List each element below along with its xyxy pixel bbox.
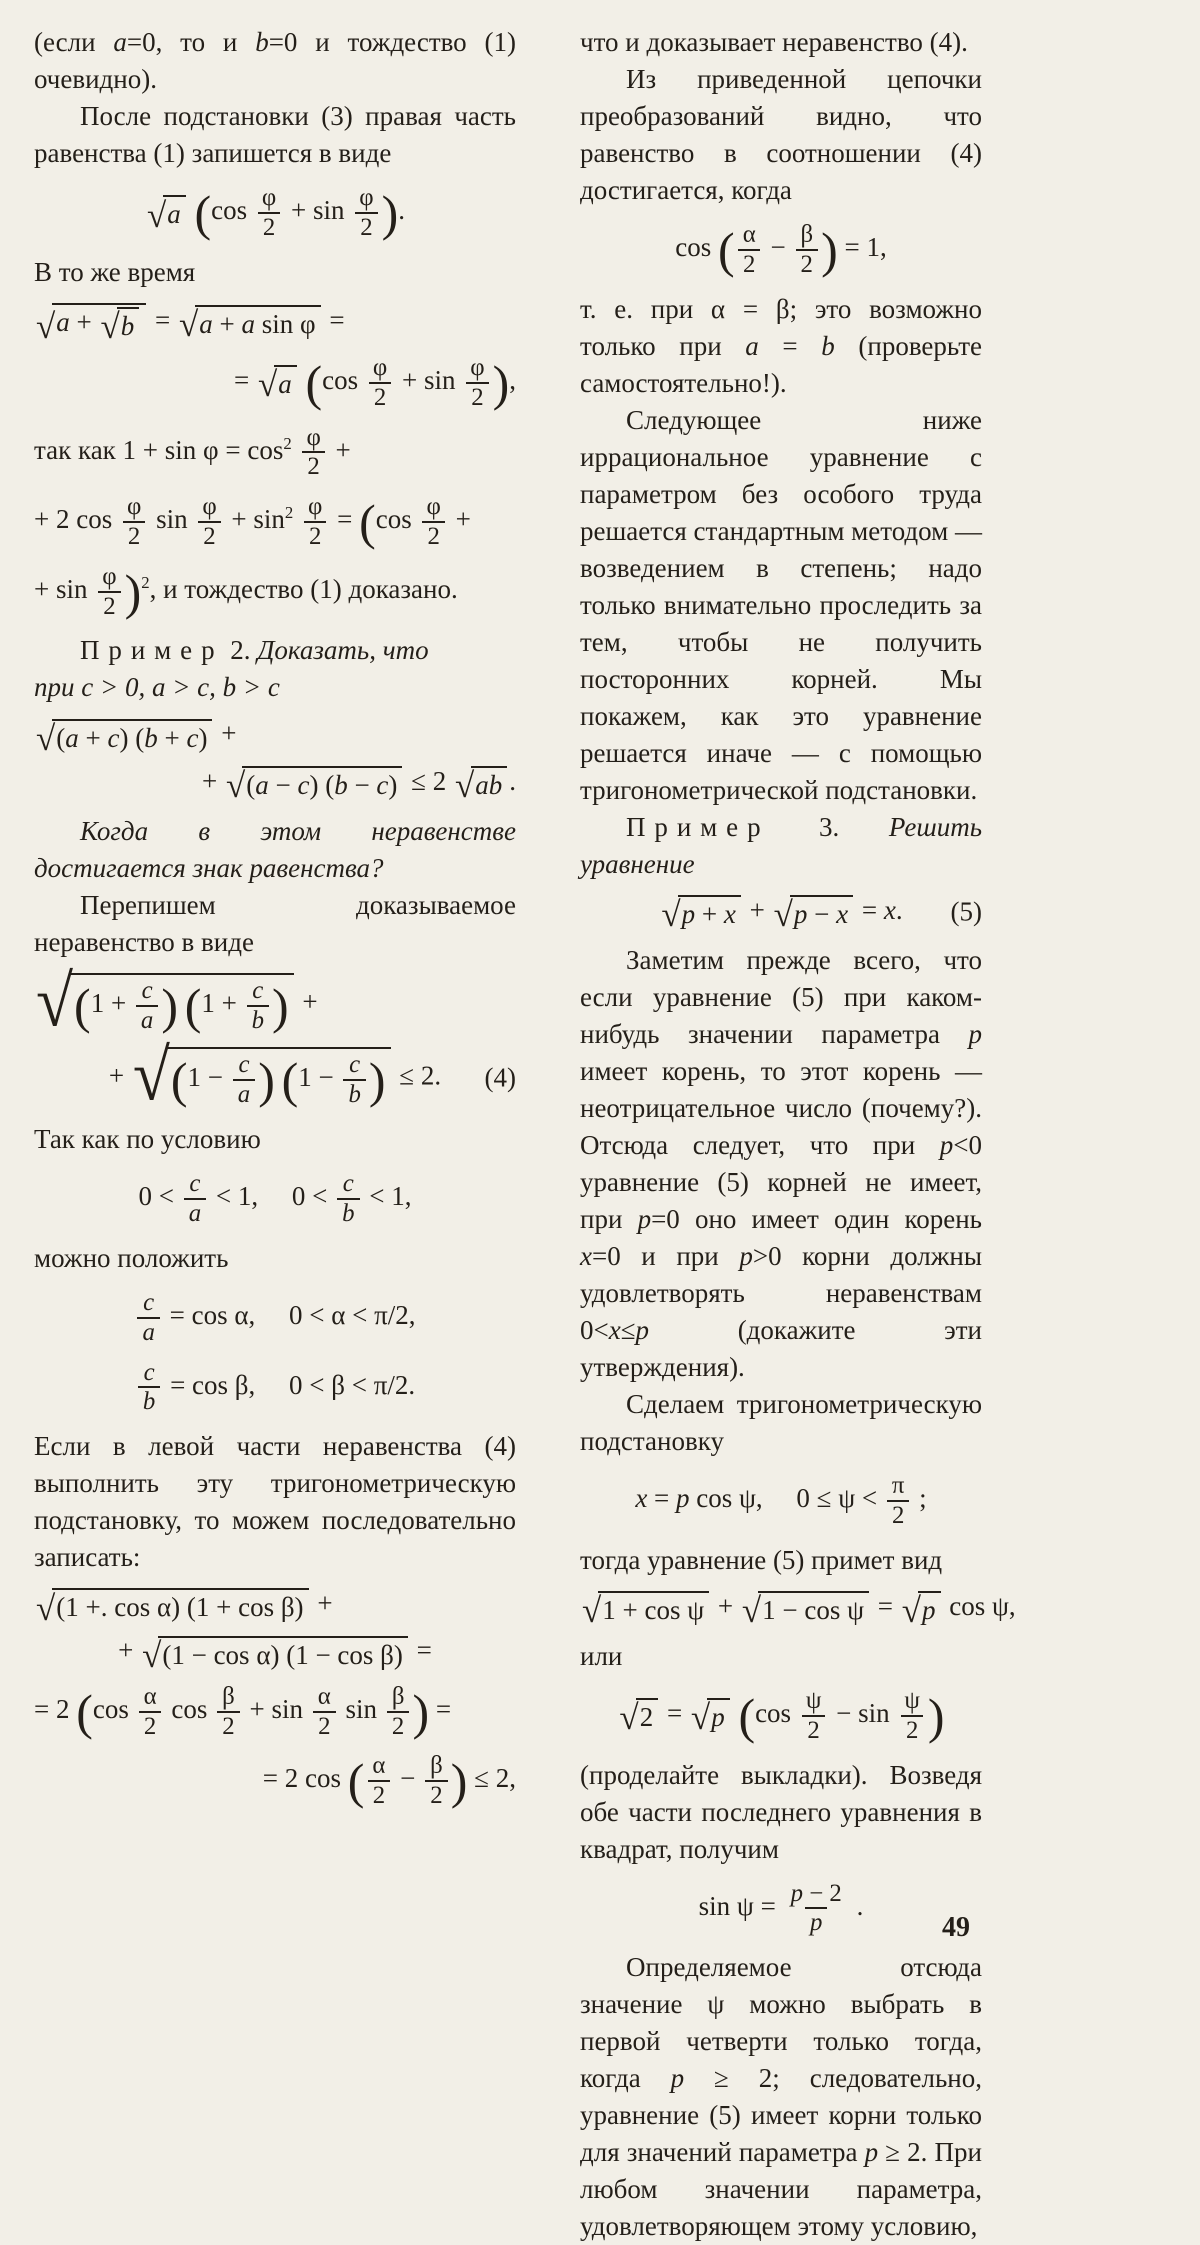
big-paren: ( xyxy=(74,977,91,1034)
sqrt-radical: √ p − x xyxy=(774,895,853,930)
radical-sign-glyph: √ xyxy=(258,365,278,405)
math-line: = √ a (cos $\frac{\varphi}{2}$ + sin $\frac{\varphi}{2}$ ), xyxy=(234,353,516,411)
sqrt-radical: √ a + √ b xyxy=(36,303,146,342)
radical-sign-glyph: √ xyxy=(36,718,56,758)
paragraph: Сделаем тригонометрическую подстановку xyxy=(580,1388,982,1456)
page-number: 49 xyxy=(942,1912,970,1943)
sqrt-radical: √ (a − c) (b − c) xyxy=(226,766,402,801)
big-paren: ) xyxy=(381,184,399,241)
paragraph: Пример 3. Решить уравнение xyxy=(580,811,982,879)
fraction: $\frac{\psi}{2}$ xyxy=(801,1687,827,1745)
fraction: $\frac{\varphi}{2}$ xyxy=(354,184,378,242)
paragraph: или xyxy=(580,1640,623,1671)
radical-sign-glyph: √ xyxy=(225,766,246,806)
formula-block xyxy=(34,718,516,806)
fraction: $\frac{\varphi}{2}$ xyxy=(257,184,281,242)
fraction: $\frac{c}{b}$ xyxy=(337,1170,359,1228)
paragraph: Перепишем доказываемое неравенство в виде xyxy=(34,890,516,958)
superscript: 2 xyxy=(284,503,294,523)
sqrt-radical: √ p xyxy=(902,1591,941,1626)
formula-block xyxy=(580,1590,1016,1631)
sqrt-radical: √ a xyxy=(147,195,186,230)
big-paren: ( xyxy=(76,1683,93,1740)
big-paren: ) xyxy=(161,977,178,1034)
math-line: √ p + x + √ p − x = x. (5) xyxy=(661,894,982,935)
big-paren: ) xyxy=(258,1051,275,1108)
left-column xyxy=(34,24,516,1822)
math-line: √ a + √ b = √ a + a sin φ = xyxy=(36,304,345,347)
fraction: $\frac{\alpha}{2}$ xyxy=(139,1683,162,1741)
paragraph: Следующее ниже иррациональное уравнение с параметром без особого труда решается стандартным методом — возведением в степень; надо только внимательно проследить за тем, чтобы не получить посторонних корней. Мы покажем, как это уравнение решается иначе — с помощью тригонометрической подстановки. xyxy=(580,404,982,805)
big-paren: ( xyxy=(170,1051,188,1108)
formula-block xyxy=(580,894,982,935)
sqrt-radical: √ p xyxy=(691,1698,730,1733)
fraction: $\frac{\varphi}{2}$ xyxy=(422,493,446,551)
big-paren: ) xyxy=(821,221,838,278)
math-line: + √ (1 − $\frac{c}{a}$ ) (1 − $\frac{c}{b}$ ) ≤ 2. (4) xyxy=(108,1034,516,1116)
radical-sign-glyph: √ xyxy=(741,1591,762,1631)
equation-number: (4) xyxy=(484,1062,516,1093)
paragraph: (проделайте выкладки). Возведя обе части последнего уравнения в квадрат, получим xyxy=(580,1759,982,1864)
math-line: √ (1 + $\frac{c}{a}$ ) (1 + $\frac{c}{b}$ ) + xyxy=(36,960,318,1042)
radical-sign-glyph: √ xyxy=(142,1635,162,1675)
big-paren: ( xyxy=(359,494,376,550)
fraction: $\frac{\varphi}{2}$ xyxy=(122,493,146,551)
formula-block xyxy=(34,424,516,621)
radical-sign-glyph: √ xyxy=(901,1591,922,1631)
fraction: $\frac{\varphi}{2}$ xyxy=(303,493,327,551)
fraction: $\frac{c}{b}$ xyxy=(138,1359,160,1417)
fraction: $\frac{\pi}{2}$ xyxy=(887,1472,910,1530)
fraction: $\frac{\varphi}{2}$ xyxy=(97,563,121,621)
radical-sign-glyph: √ xyxy=(36,307,56,347)
paragraph: Так как по условию xyxy=(34,1124,261,1155)
formula-block xyxy=(580,221,982,279)
math-line: + √ (1 − cos α) (1 − cos β) = xyxy=(118,1635,432,1675)
paragraph: тогда уравнение (5) примет вид xyxy=(580,1544,943,1575)
formula-block xyxy=(580,1687,982,1745)
formula-block xyxy=(34,1289,516,1416)
paragraph: Из приведенной цепочки преобразований видно, что равенство в соотношении (4) достигается, когда xyxy=(580,64,982,205)
equation-number: (5) xyxy=(950,896,982,927)
fraction: $\frac{c}{a}$ xyxy=(137,1289,159,1347)
math-line: + √ (a − c) (b − c) ≤ 2 √ ab . xyxy=(201,765,516,806)
big-paren: ( xyxy=(184,977,202,1034)
paragraph: Заметим прежде всего, что если уравнение (5) при каком-нибудь значении параметра p имеет корень, то этот корень — неотрицательное число (почему?). Отсюда следует, что при p<0 уравнение (5) корней не имеет, при p=0 оно имеет один корень x=0 и при p>0 корни должны удовлетворять неравенствам 0<x≤p (докажите эти утверждения). xyxy=(580,944,982,1382)
math-line: √ 2 = √ p (cos $\frac{\psi}{2}$ − sin $\frac{\psi}{2}$ ) xyxy=(619,1686,945,1744)
fraction: $\frac{c}{b}$ xyxy=(343,1051,365,1109)
fraction: $\frac{\varphi}{2}$ xyxy=(465,354,489,412)
math-line: $\frac{c}{a}$ = cos α, 0 < α < π/2, xyxy=(34,1289,516,1347)
formula-block xyxy=(34,1588,516,1810)
formula-block xyxy=(580,1472,982,1530)
fraction: $\frac{\alpha}{2}$ xyxy=(738,221,761,279)
fraction: $\frac{c}{a}$ xyxy=(233,1051,255,1109)
math-line: = 2 cos ( $\frac{\alpha}{2}$ − $\frac{\beta}{2}$ ) ≤ 2, xyxy=(262,1752,516,1810)
big-paren: ) xyxy=(492,354,510,411)
paragraph: что и доказывает неравенство (4). xyxy=(580,27,968,57)
fraction: $\frac{\varphi}{2}$ xyxy=(368,354,392,412)
sqrt-radical: √ (1 − $\frac{c}{a}$ ) (1 − $\frac{c}{b}$ ) xyxy=(133,1047,391,1109)
sqrt-radical: √ a + a sin φ xyxy=(179,305,321,340)
math-line: sin ψ = $\frac{p - 2}{p}$ . xyxy=(698,1879,864,1937)
radical-sign-glyph: √ xyxy=(690,1698,711,1738)
math-line: так как $1 + \sin \varphi = \cos^2$ $\frac{\varphi}{2}$ + xyxy=(34,423,351,481)
fraction: $\frac{c}{a}$ xyxy=(184,1170,206,1228)
big-paren: ( xyxy=(738,1687,756,1744)
right-column xyxy=(580,24,1016,2245)
big-paren: ) xyxy=(368,1051,386,1108)
sqrt-radical: √ a xyxy=(258,365,297,400)
fraction: $\frac{\varphi}{2}$ xyxy=(197,493,221,551)
superscript: 2 xyxy=(283,433,292,453)
paragraph: После подстановки (3) правая часть равенства (1) запишется в виде xyxy=(34,101,516,168)
superscript: 2 xyxy=(141,572,150,592)
paragraph: можно положить xyxy=(34,1242,229,1273)
fraction: $\frac{\alpha}{2}$ xyxy=(367,1752,390,1810)
radical-sign-glyph: √ xyxy=(147,195,167,235)
math-line: √ 1 + cos ψ + √ 1 − cos ψ = √ p cos ψ, xyxy=(582,1590,1016,1631)
math-line: √ a (cos $\frac{\varphi}{2}$ + sin $\frac{\varphi}{2}$ ). xyxy=(147,184,405,241)
big-paren: ( xyxy=(347,1753,365,1810)
radical-sign-glyph: √ xyxy=(36,960,74,1042)
fraction: $\frac{\beta}{2}$ xyxy=(425,1752,448,1810)
radical-sign-glyph: √ xyxy=(132,1034,170,1116)
formula-block xyxy=(580,1880,982,1938)
math-line: √ (a + c) (b + c) + xyxy=(36,718,237,758)
radical-sign-glyph: √ xyxy=(582,1591,602,1631)
paragraph: В то же время xyxy=(34,256,196,287)
paragraph: (если a=0, то и b=0 и тождество (1) очевидно). xyxy=(34,27,516,94)
math-line: x = p cos ψ, 0 ≤ ψ < $\frac{\pi}{2}$ ; xyxy=(635,1471,927,1529)
math-line: = 2 (cos $\frac{\alpha}{2}$ cos $\frac{\beta}{2}$ + sin $\frac{\alpha}{2}$ sin $\frac{\beta}{2}$ ) = xyxy=(34,1682,452,1740)
paragraph: Когда в этом неравенстве достигается знак равенства? xyxy=(34,816,516,884)
sqrt-radical: √ ab xyxy=(455,766,507,801)
sqrt-radical: √ (1 − cos α) (1 − cos β) xyxy=(142,1636,408,1671)
fraction: $\frac{c}{b}$ xyxy=(247,977,269,1035)
math-line: + sin $\frac{\varphi}{2}$ )$^2$, и тождество (1) доказано. xyxy=(34,562,458,620)
math-line: 0 < $\frac{c}{a}$ < 1, 0 < $\frac{c}{b}$ < 1, xyxy=(138,1170,412,1228)
fraction: $\frac{\alpha}{2}$ xyxy=(313,1683,336,1741)
fraction: $\frac{\psi}{2}$ xyxy=(899,1687,925,1745)
sqrt-radical: √ b xyxy=(101,307,140,342)
sqrt-radical: √ 1 + cos ψ xyxy=(582,1591,709,1626)
big-paren: ) xyxy=(124,563,142,620)
paragraph: Если в левой части неравенства (4) выполнить эту тригонометрическую подстановку, то можем последовательно записать: xyxy=(34,1431,516,1573)
fraction: $\frac{\varphi}{2}$ xyxy=(301,424,325,482)
math-line: √ (1 +. cos α) (1 + cos β) + xyxy=(36,1588,333,1628)
sqrt-radical: √ (1 +. cos α) (1 + cos β) xyxy=(36,1588,309,1623)
formula-block xyxy=(34,960,516,1116)
formula-block xyxy=(34,184,516,242)
sqrt-radical: √ 1 − cos ψ xyxy=(742,1591,869,1626)
math-line: + 2 cos $\frac{\varphi}{2}$ sin $\frac{\varphi}{2}$ + $\sin^2$ $\frac{\varphi}{2}$ = (cos $\frac{\varphi}{2}$ + xyxy=(34,493,471,550)
big-paren: ) xyxy=(412,1683,430,1740)
fraction: $\frac{\beta}{2}$ xyxy=(217,1683,240,1741)
fraction: $\frac{\beta}{2}$ xyxy=(387,1683,410,1741)
sqrt-radical: √ (a + c) (b + c) xyxy=(36,719,212,754)
formula-block xyxy=(34,1170,516,1228)
fraction: $\frac{c}{a}$ xyxy=(136,977,158,1035)
big-paren: ) xyxy=(272,977,289,1034)
paragraph: при c > 0, a > c, b > c xyxy=(34,672,280,703)
big-paren: ) xyxy=(450,1753,468,1810)
sqrt-radical: √ (1 + $\frac{c}{a}$ ) (1 + $\frac{c}{b}$ ) xyxy=(36,973,294,1035)
math-line: $\frac{c}{b}$ = cos β, 0 < β < π/2. xyxy=(34,1359,516,1417)
radical-sign-glyph: √ xyxy=(619,1698,639,1738)
fraction: $\frac{p - 2}{p}$ xyxy=(790,1879,842,1937)
sqrt-radical: √ p + x xyxy=(661,895,740,930)
radical-sign-glyph: √ xyxy=(179,304,199,344)
big-paren: ( xyxy=(305,354,323,411)
paragraph: Пример 2. Доказать, что xyxy=(80,635,429,666)
sqrt-radical: √ 2 xyxy=(619,1698,658,1733)
fraction: $\frac{\beta}{2}$ xyxy=(795,221,818,279)
radical-sign-glyph: √ xyxy=(773,895,793,935)
paragraph: Определяемое отсюда значение ψ можно выбрать в первой четверти только тогда, когда p ≥ 2; следовательно, уравнение (5) имеет корни только для значений параметра p ≥ 2. При любом значении параметра, удовлетворяющем этому условию, xyxy=(580,1952,982,2242)
radical-sign-glyph: √ xyxy=(36,1588,56,1628)
big-paren: ( xyxy=(281,1051,299,1108)
big-paren: ) xyxy=(927,1687,945,1744)
formula-block xyxy=(34,303,516,412)
paragraph: т. е. при α = β; это возможно только при a = b (проверьте самостоятельно!). xyxy=(580,293,982,398)
radical-sign-glyph: √ xyxy=(454,766,475,806)
radical-sign-glyph: √ xyxy=(661,895,681,935)
big-paren: ( xyxy=(194,184,212,241)
big-paren: ( xyxy=(718,221,735,278)
math-line: cos ( $\frac{\alpha}{2}$ − $\frac{\beta}{2}$ ) = 1, xyxy=(675,221,887,278)
radical-sign-glyph: √ xyxy=(100,307,120,347)
